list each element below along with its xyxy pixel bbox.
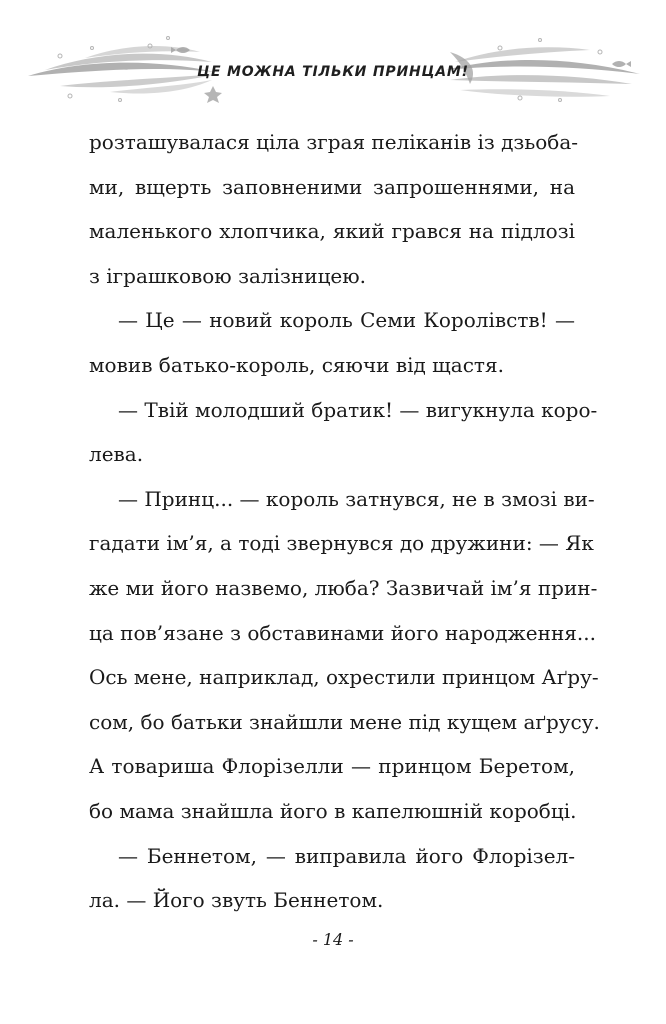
text-line: сом, бо батьки знайшли мене під кущем аґрусу. [89,709,600,734]
text-line: ми, вщерть заповненими запрошеннями, на [89,174,575,199]
text-line: мовив батько-король, сяючи від щастя. [89,352,504,377]
text-line: ца пов’язане з обставинами його народження... [89,620,596,645]
text-line: — Твій молодший братик! — вигукнула коро- [118,397,598,422]
text-line: же ми його назвемо, люба? Зазвичай ім’я прин- [89,575,598,600]
text-line: — Беннетом, — виправила його Флорізел- [118,843,575,868]
running-title: ЦЕ МОЖНА ТІЛЬКИ ПРИНЦАМ! [197,64,469,80]
text-line: — Принц... — король затнувся, не в змозі ви- [118,486,595,511]
text-line: маленького хлопчика, який грався на підлозі [89,219,575,244]
seaweed-ornament-icon [0,0,666,110]
running-header [0,0,666,110]
text-line: Ось мене, наприклад, охрестили принцом Аґру- [89,665,599,690]
text-line: бо мама знайшла його в капелюшній коробці. [89,798,577,823]
text-line: розташувалася ціла зграя пеліканів із дзьоба- [89,130,578,154]
text-line: гадати ім’я, а тоді звернувся до дружини: — Як [89,531,594,556]
text-line: А товариша Флорізелли — принцом Беретом, [89,754,575,779]
text-line: з іграшковою залізницею. [89,263,367,288]
text-line: ла. — Його звуть Беннетом. [89,888,384,913]
text-line: лева. [89,442,144,467]
text-line: — Це — новий король Семи Королівств! — [118,308,575,333]
page-number: - 14 - [312,930,354,949]
body-text [89,120,600,923]
